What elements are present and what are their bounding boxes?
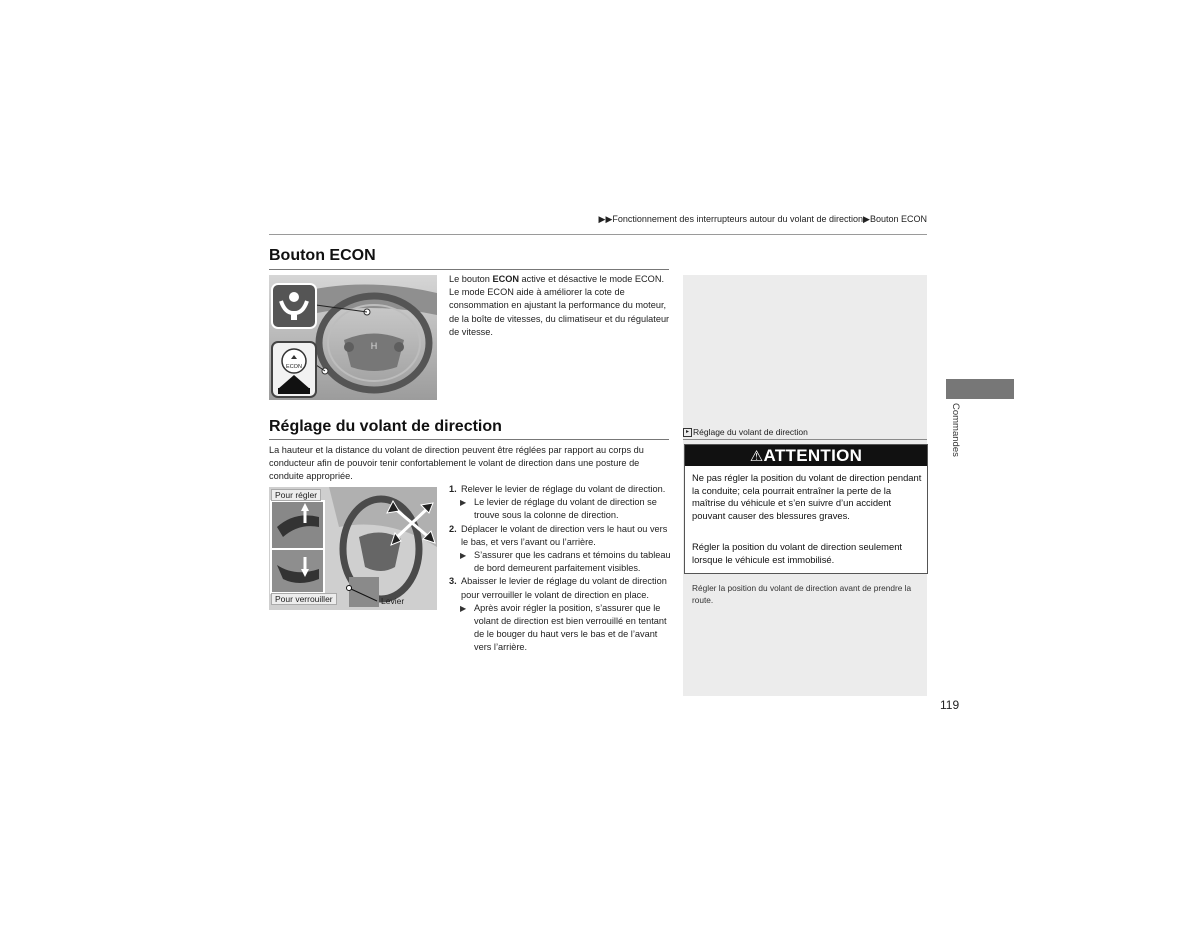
step-text: Abaisser le levier de réglage du volant de direction pour verrouiller le volant de direction en place. bbox=[461, 576, 667, 600]
step-subnote-text: S’assurer que les cadrans et témoins du tableau de bord demeurent parfaitement visibles. bbox=[474, 550, 671, 574]
warning-box bbox=[684, 444, 928, 574]
steering-figure bbox=[269, 487, 437, 610]
warning-text-2: Régler la position du volant de direction seulement lorsque le véhicule est immobilisé. bbox=[692, 541, 903, 565]
svg-text:H: H bbox=[370, 341, 378, 351]
econ-text-bold: ECON bbox=[492, 274, 519, 284]
side-note-rule bbox=[683, 439, 927, 440]
steering-section-title: Réglage du volant de direction bbox=[269, 418, 502, 435]
chapter-tab-label: Commandes bbox=[950, 403, 961, 457]
warning-text-1: Ne pas régler la position du volant de direction pendant la conduite; cela pourrait entraîner la perte de la maîtrise du véhicule et s’en suivre d’un accident pouvant causer des blessures graves. bbox=[692, 472, 922, 521]
steering-illustration bbox=[269, 487, 437, 610]
breadcrumb-arrows: ▶▶ bbox=[598, 214, 613, 224]
step-number: 1. bbox=[449, 484, 457, 494]
chapter-tab bbox=[946, 379, 1014, 399]
econ-text-after: active et désactive le mode ECON. Le mode ECON aide à améliorer la cote de consommation en ajustant la performance du moteur, de la boîte de vitesses, du climatiseur et du régulateur de vitesse. bbox=[449, 274, 670, 337]
step-subnote-text: Le levier de réglage du volant de direction se trouve sous la colonne de direction. bbox=[474, 497, 657, 521]
warning-title: ATTENTION bbox=[763, 446, 863, 465]
dashboard-illustration bbox=[269, 275, 437, 400]
econ-title-rule bbox=[269, 269, 669, 270]
figure-label-lever: Levier bbox=[381, 596, 405, 606]
econ-section-title: Bouton ECON bbox=[269, 247, 376, 264]
econ-text-before: Le bouton bbox=[449, 274, 493, 284]
figure-label-lock: Pour verrouiller bbox=[271, 593, 337, 605]
step-text: Relever le levier de réglage du volant de direction. bbox=[461, 484, 666, 494]
side-note-heading bbox=[683, 427, 927, 437]
step-subnote bbox=[449, 602, 671, 655]
steering-title-rule bbox=[269, 439, 669, 440]
breadcrumb-parent: Fonctionnement des interrupteurs autour du volant de direction bbox=[612, 214, 864, 224]
steering-intro: La hauteur et la distance du volant de direction peuvent être réglées par rapport au corps du conducteur afin de pouvoir tenir confortablement le volant de direction dans une posture de conduite appropriée. bbox=[269, 445, 644, 482]
warning-banner bbox=[685, 445, 927, 466]
breadcrumb-separator: ▶ bbox=[863, 214, 870, 224]
triangle-bullet-icon: ▶ bbox=[460, 498, 467, 508]
reference-icon: ▸ bbox=[683, 428, 692, 437]
step-item bbox=[449, 575, 671, 601]
econ-description bbox=[449, 273, 671, 339]
figure-label-adjust: Pour régler bbox=[271, 489, 321, 501]
side-note-text: Régler la position du volant de direction avant de prendre la route. bbox=[692, 583, 912, 605]
econ-figure bbox=[269, 275, 437, 400]
steering-steps bbox=[449, 483, 671, 655]
side-note-heading-text: Réglage du volant de direction bbox=[693, 427, 808, 437]
page-number: 119 bbox=[940, 698, 960, 712]
step-item bbox=[449, 523, 671, 549]
step-number: 3. bbox=[449, 576, 457, 587]
breadcrumb bbox=[540, 214, 927, 225]
step-item bbox=[449, 483, 671, 496]
triangle-bullet-icon: ▶ bbox=[460, 551, 467, 561]
header-divider bbox=[269, 234, 927, 235]
step-number: 2. bbox=[449, 523, 457, 534]
step-text: Déplacer le volant de direction vers le haut ou vers le bas, et vers l’avant ou l’arrière. bbox=[461, 523, 668, 547]
warning-triangle-icon: ⚠ bbox=[749, 448, 764, 465]
econ-badge-text: ECON bbox=[286, 364, 302, 370]
breadcrumb-current: Bouton ECON bbox=[869, 214, 927, 224]
triangle-bullet-icon: ▶ bbox=[460, 603, 467, 613]
step-subnote bbox=[449, 496, 671, 522]
step-subnote bbox=[449, 549, 671, 575]
step-subnote-text: Après avoir régler la position, s’assurer que le volant de direction est bien verrouillé en tentant de le bouger du haut vers le bas et de l’avant vers l’arrière. bbox=[474, 602, 667, 653]
